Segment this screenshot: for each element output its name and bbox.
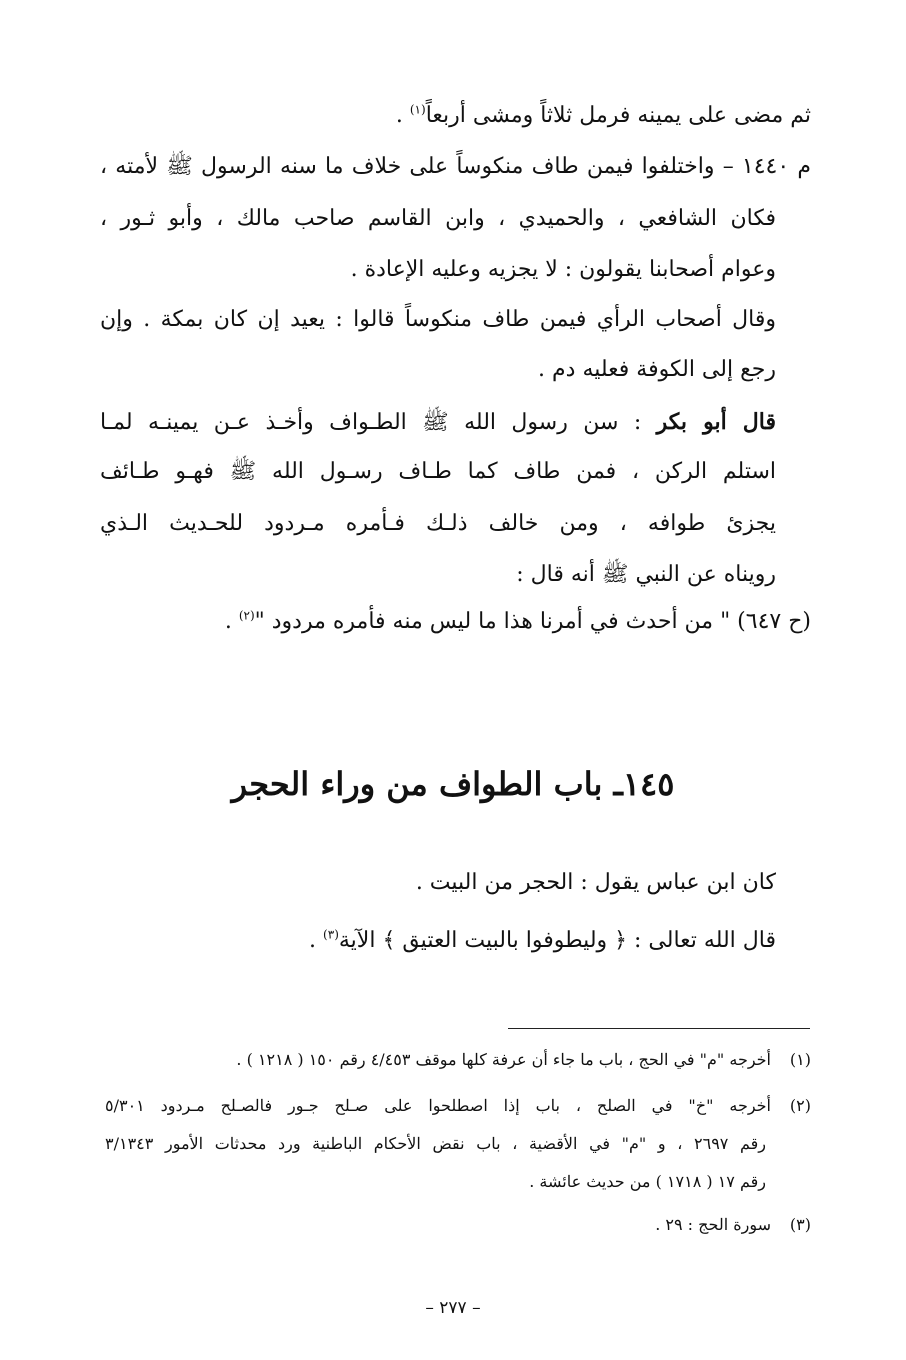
body-line-11: (ح ٦٤٧) " من أحدث في أمرنا هذا ما ليس منه فأمره مردود "$^{(٢)}$ . [224,608,811,634]
footnote-ref-2: (٢) [238,608,255,623]
body-line-2: م ١٤٤٠ – واختلفوا فيمن طاف منكوساً على خلاف ما سنه الرسول ﷺ لأمته ، [100,154,811,179]
body-line-5: وقال أصحاب الرأي فيمن طاف منكوساً قالوا : يعيد إن كان بمكة . وإن [100,307,776,332]
body-line-4: وعوام أصحابنا يقولون : لا يجزيه وعليه الإعادة . [350,257,776,282]
body-line-9: يجزئ طوافه ، ومن خالف ذلـك فـأمره مـردود للحـديث الـذي [100,511,776,536]
section-heading: ١٤٥ـ باب الطواف من وراء الحجر [231,765,675,803]
body-line-3: فكان الشافعي ، والحميدي ، وابن القاسم صاحب مالك ، وأبو ثـور ، [100,206,776,231]
page-number: – ٢٧٧ – [425,1298,481,1318]
footnote-ref-3: (٣) [323,927,339,942]
footnote-ref-1: (١) [409,102,426,117]
body-line-10: رويناه عن النبي ﷺ أنه قال : [516,562,776,587]
body-line-1: ثم مضى على يمينه فرمل ثلاثاً ومشى أربعاً$^{(١)}$ . [395,102,811,128]
body-line-8: استلم الركن ، فمن طاف كما طـاف رسـول الله ﷺ فهـو طـائف [100,459,776,484]
footnote-number: (٢) [789,1096,811,1115]
footnote-number: (٣) [789,1215,811,1234]
footnote-2-line-3: رقم ١٧ ( ١٧١٨ ) من حديث عائشة . [529,1172,766,1191]
footnote-divider [508,1028,810,1029]
section-line-1: كان ابن عباس يقول : الحجر من البيت . [415,870,776,895]
speaker-label: قال أبو بكر [656,409,776,435]
body-line-7: قال أبو بكر : سن رسول الله ﷺ الطـواف وأخـذ عـن يمينـه لمـا [100,409,776,435]
footnote-2-line-2: رقم ٢٦٩٧ ، و "م" في الأقضية ، باب نقض الأحكام الباطنية ورد محدثات الأمور ٣/١٣٤٣ [105,1134,767,1153]
footnote-number: (١) [789,1050,811,1069]
section-line-2: قال الله تعالى : ﴿ وليطوفوا بالبيت العتيق ﴾ الآية$^{(٣)}$ . [309,927,776,953]
body-line-6: رجع إلى الكوفة فعليه دم . [538,357,776,382]
footnote-2: (٢)أخرجه "خ" في الصلح ، باب إذا اصطلحوا على صـلح جـور فالصـلح مـردود ٥/٣٠١ [105,1094,811,1118]
footnote-3: (٣)سورة الحج : ٢٩ . [655,1213,811,1237]
footnote-1: (١)أخرجه "م" في الحج ، باب ما جاء أن عرفة كلها موقف ٤/٤٥٣ رقم ١٥٠ ( ١٢١٨ ) . [236,1048,811,1072]
